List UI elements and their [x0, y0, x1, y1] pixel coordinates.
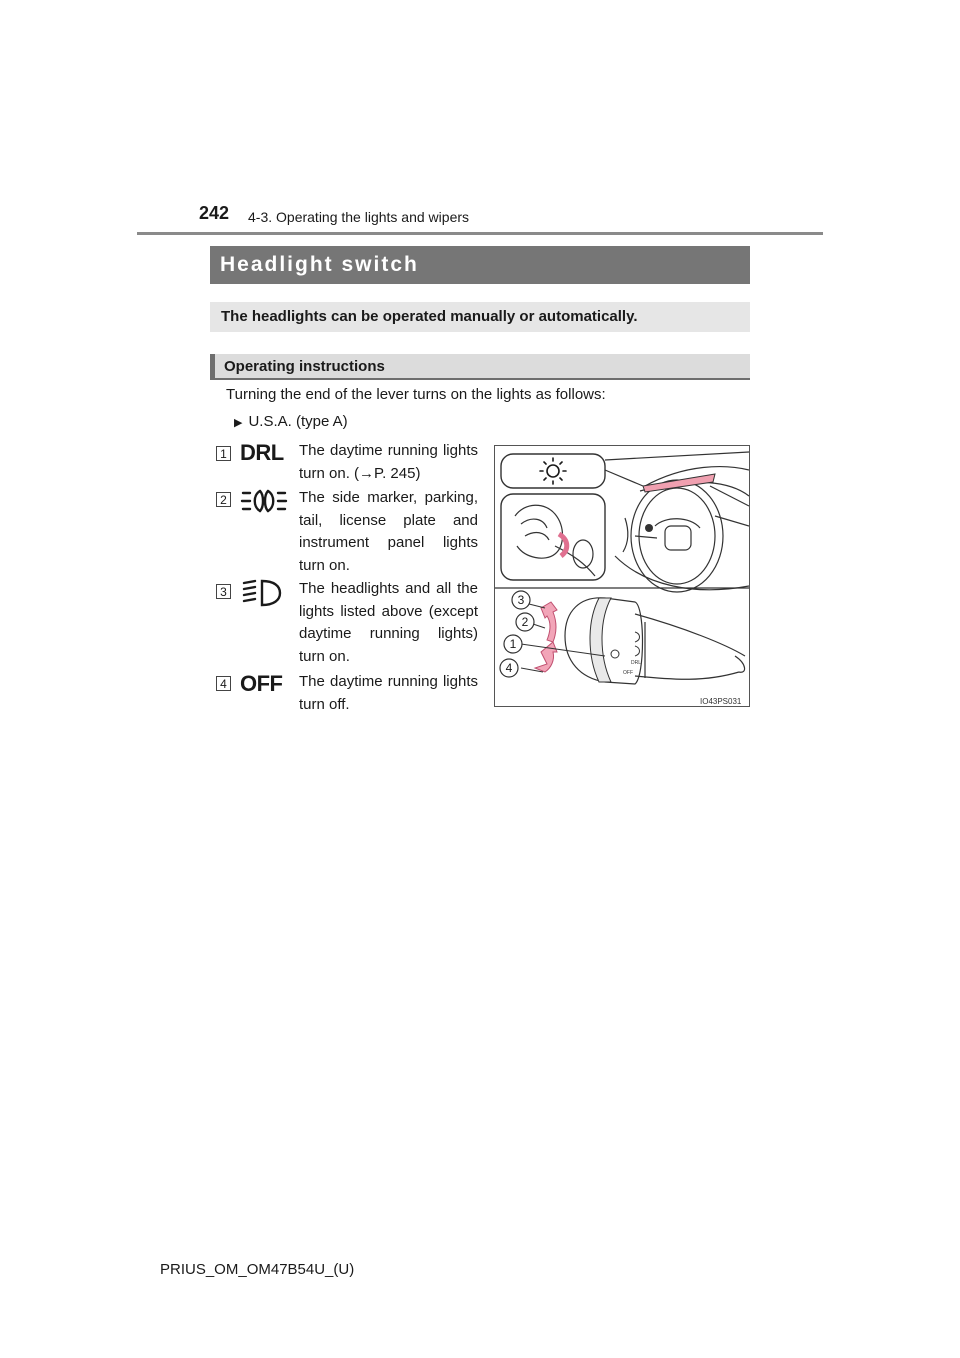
side-marker-lights-icon: [240, 487, 288, 515]
callout-label: 2: [521, 615, 529, 629]
intro-box: The headlights can be operated manually or automatically.: [210, 302, 750, 332]
drl-icon: [240, 440, 288, 468]
header-rule: [137, 232, 823, 235]
item-text: The daytime running lights turn on. (→P. 245): [299, 442, 478, 482]
item-number: 3: [216, 584, 231, 599]
subheading: Operating instructions: [210, 354, 750, 380]
variant-text: U.S.A. (type A): [248, 413, 348, 430]
figure-code: IO43PS031: [700, 697, 742, 706]
item-number: 1: [216, 446, 231, 461]
switch-label: DRL: [631, 660, 642, 666]
callout-label: 4: [505, 661, 513, 675]
triangle-bullet-icon: ▶: [234, 417, 243, 429]
switch-label: OFF: [623, 670, 633, 676]
drl-icon-text: DRL: [240, 440, 284, 465]
footer-code: PRIUS_OM_OM47B54U_(U): [160, 1261, 355, 1278]
off-icon: [240, 671, 288, 699]
callout-label: 3: [517, 593, 525, 607]
variant-label: [234, 413, 348, 430]
item-text: The headlights and all the lights listed above (except daytime running lights) turn on.: [299, 580, 478, 665]
item-text: The side marker, parking, tail, license plate and instrument panel lights turn on.: [299, 489, 478, 574]
item-text: The daytime running lights turn off.: [299, 673, 478, 713]
body-text: Turning the end of the lever turns on the lights as follows:: [226, 386, 606, 403]
callout-label: 1: [509, 637, 517, 651]
item-number: 4: [216, 676, 231, 691]
off-icon-text: OFF: [240, 671, 283, 696]
item-number: 2: [216, 492, 231, 507]
page-number: 242: [199, 203, 230, 223]
page-title: Headlight switch: [210, 246, 750, 284]
headlight-icon: [240, 578, 288, 606]
section-path: 4-3. Operating the lights and wipers: [248, 209, 470, 225]
headlight-switch-figure: [494, 445, 750, 707]
